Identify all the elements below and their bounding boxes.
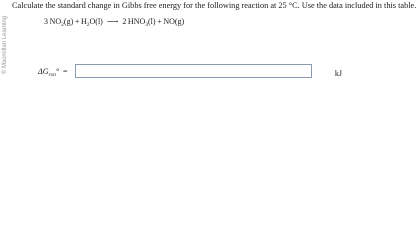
- delta-g-degree: °: [55, 67, 60, 76]
- plus-sign-2: +: [157, 17, 162, 26]
- equals-sign: =: [63, 67, 68, 76]
- answer-row: [38, 63, 342, 81]
- product-1-formula: HNO: [127, 17, 146, 26]
- delta-g-symbol: ΔG: [38, 67, 49, 76]
- reactant-1-subscript: 2: [61, 22, 64, 28]
- product-1-coefficient: 2: [122, 17, 127, 26]
- reactant-1-formula: NO: [49, 17, 62, 26]
- question-text: Calculate the standard change in Gibbs free energy for the following reaction at 25 °C. Use the data included in this table.: [12, 1, 416, 10]
- reaction-equation: [44, 17, 184, 27]
- reactant-2-formula: H: [80, 17, 87, 26]
- reactant-1-coefficient: 3: [44, 17, 48, 26]
- copyright-watermark: [0, 0, 10, 100]
- watermark-text: © Macmillan Learning: [2, 15, 8, 75]
- delta-g-answer-input[interactable]: [75, 64, 312, 78]
- unit-label: kJ: [334, 69, 342, 78]
- plus-sign: +: [74, 17, 80, 26]
- product-2-formula: NO(g): [163, 17, 185, 26]
- reaction-arrow: ⟶: [106, 17, 119, 26]
- reactant-2-subscript: 2: [86, 22, 90, 28]
- reactant-1-state: (g): [63, 17, 74, 26]
- product-1-subscript: 3: [145, 22, 149, 28]
- delta-g-subscript: rxn: [48, 72, 56, 78]
- delta-g-label: [38, 67, 68, 76]
- product-1-state: (l): [148, 17, 156, 26]
- reactant-2-rest: O(l): [89, 17, 103, 26]
